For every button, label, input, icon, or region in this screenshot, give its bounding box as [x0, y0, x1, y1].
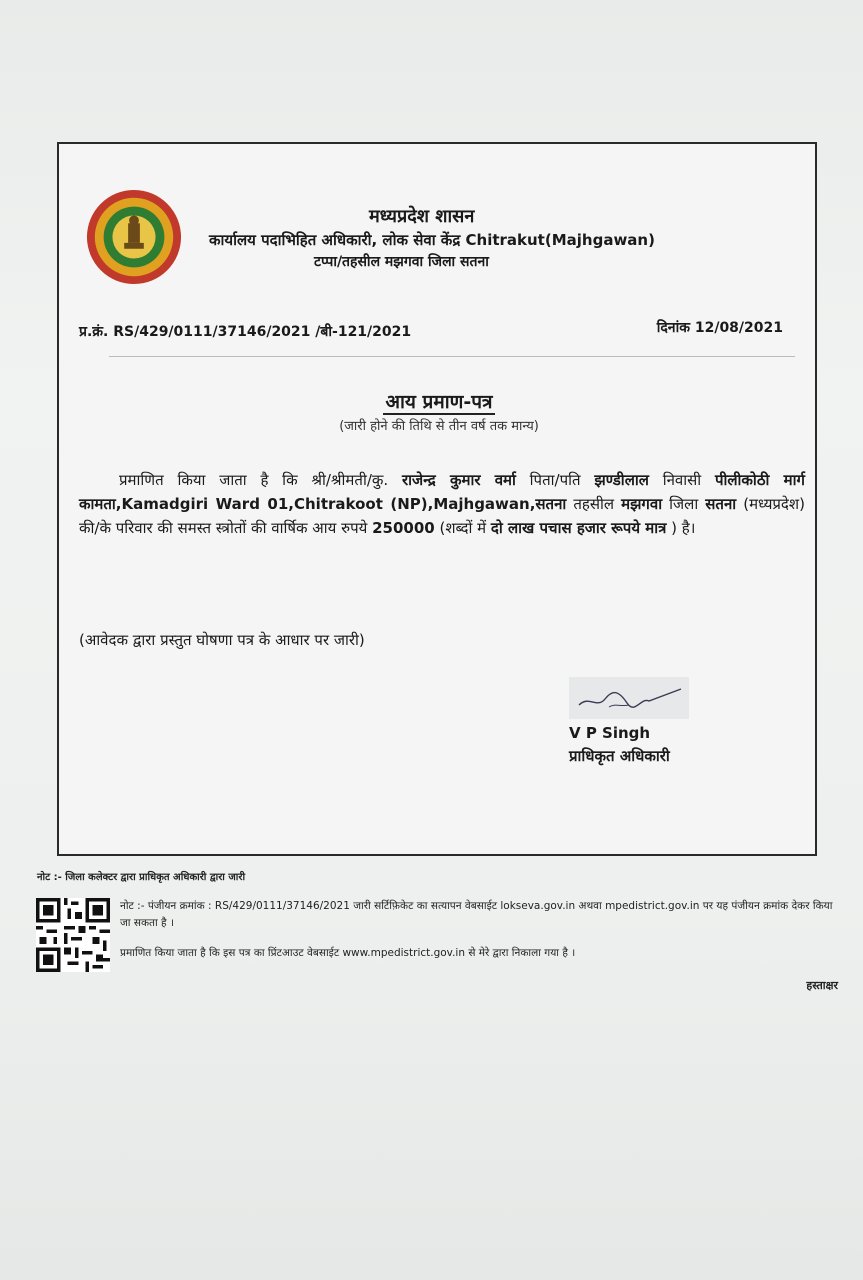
divider [109, 356, 795, 357]
office-name: कार्यालय पदाभिहित अधिकारी, लोक सेवा केंद्र Chitrakut(Majhgawan) [209, 231, 655, 249]
certificate-title [59, 388, 819, 414]
qr-code-icon [36, 898, 110, 972]
certificate-frame [57, 142, 817, 856]
signatory-designation: प्राधिकृत अधिकारी [569, 747, 670, 765]
body-text: पिता/पति [529, 471, 581, 489]
tehsil: मझगवा [621, 495, 663, 513]
printout-note: प्रमाणित किया जाता है कि इस पत्र का प्रिंटआउट वेबसाईट www.mpedistrict.gov.in से मेरे द्वारा निकाला गया है । [120, 947, 576, 959]
issue-date [657, 318, 783, 337]
date-value: 12/08/2021 [694, 320, 783, 336]
body-text: ) है। [671, 519, 696, 537]
body-text: तहसील [573, 495, 615, 513]
body-text: जिला [669, 495, 699, 513]
date-label: दिनांक [656, 320, 690, 336]
signature-label: हस्ताक्षर [806, 979, 838, 992]
office-location: टप्पा/तहसील मझगवा जिला सतना [314, 254, 489, 270]
body-text: (शब्दों में [439, 519, 487, 537]
income-amount: 250000 [372, 519, 435, 537]
address: पीलीकोठी मार्ग कामता,Kamadgiri Ward 01,Chitrakoot (NP),Majhgawan,सतना [79, 471, 805, 513]
reference-label: प्र.क्रं. [79, 324, 109, 340]
signatory-name: V P Singh [569, 724, 651, 742]
income-amount-words: दो लाख पचास हजार रूपये मात्र [490, 519, 667, 537]
body-text: (मध्यप्रदेश) की/के परिवार की समस्त स्त्रोतों की वार्षिक आय रुपये [79, 495, 805, 537]
holder-name: राजेन्द्र कुमार वर्मा [401, 471, 516, 489]
reference-number [79, 322, 411, 341]
district: सतना [705, 495, 737, 513]
govt-name: मध्यप्रदेश शासन [369, 206, 475, 227]
reference-value: RS/429/0111/37146/2021 /बी-121/2021 [113, 324, 412, 340]
issuer-note: नोट :- जिला कलेक्टर द्वारा प्राधिकृत अधिकारी द्वारा जारी [37, 872, 246, 883]
signature-image [569, 677, 689, 719]
certificate-body [79, 468, 805, 540]
verification-note: नोट :- पंजीयन क्रमांक : RS/429/0111/37146/2021 जारी सर्टिफ़िकेट का सत्यापन वेबसाईट lokseva.gov.in अथवा mpedistrict.gov.in पर यह पंजीयन क्रमांक देकर किया जा सकता है । [120, 900, 833, 929]
father-name: झण्डीलाल [594, 471, 649, 489]
declaration-note: (आवेदक द्वारा प्रस्तुत घोषणा पत्र के आधार पर जारी) [79, 631, 365, 649]
body-text: निवासी [662, 471, 702, 489]
certificate-title-text: आय प्रमाण-पत्र [385, 391, 493, 413]
body-text: प्रमाणित किया जाता है कि श्री/श्रीमती/कु. [119, 471, 389, 489]
validity-note: (जारी होने की तिथि से तीन वर्ष तक मान्य) [339, 419, 539, 434]
state-emblem-icon [85, 188, 183, 286]
